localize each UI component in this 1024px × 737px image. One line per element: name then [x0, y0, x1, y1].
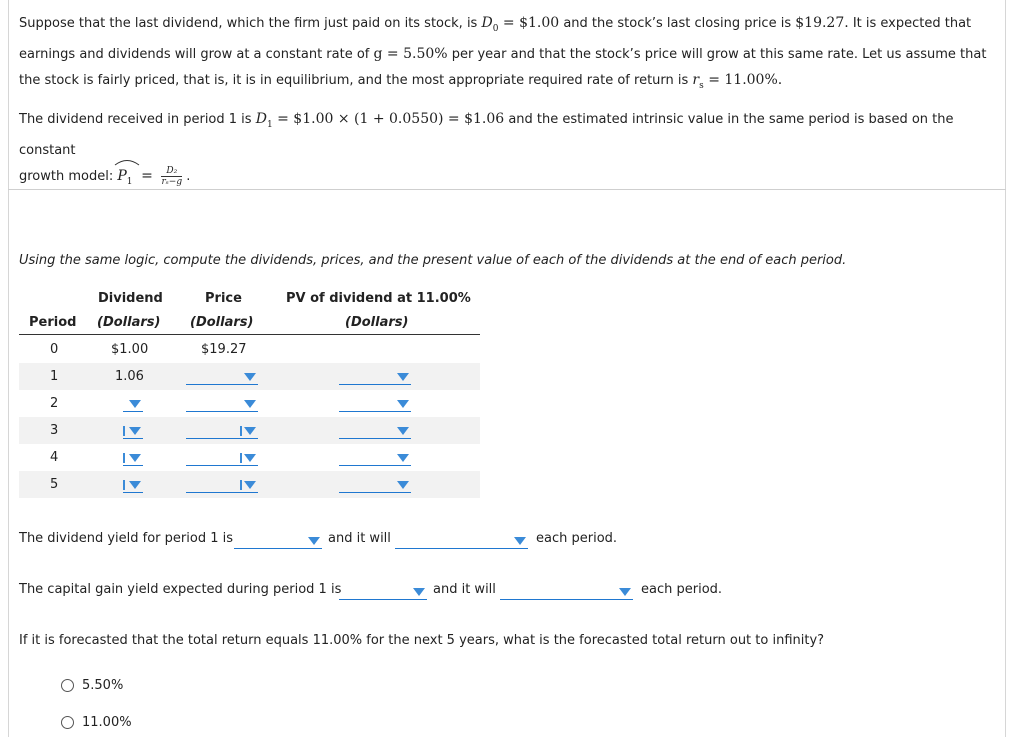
dividend-yield-trend-dropdown[interactable]: [395, 531, 528, 549]
chevron-down-icon: [308, 537, 320, 545]
required-return: $r_s = 11.00\%$.: [692, 71, 783, 91]
chevron-down-icon: [397, 400, 409, 408]
dividend-value: 1.06: [115, 369, 144, 384]
table-row: 2: [19, 390, 480, 417]
pv-dropdown[interactable]: [339, 367, 411, 385]
table-row: 0 $1.00 $19.27: [19, 336, 480, 363]
price-dropdown[interactable]: [186, 367, 258, 385]
table-row: 5: [19, 471, 480, 498]
chevron-down-icon: [619, 588, 631, 596]
chevron-down-icon: [413, 588, 425, 596]
table-row: 3: [19, 417, 480, 444]
instruction-text: Using the same logic, compute the dividends, prices, and the present value of each of the dividends at the end of each period.: [19, 253, 847, 268]
d0-math: $D_0$ = $1.00: [481, 15, 560, 34]
dividend-yield-dropdown[interactable]: [234, 531, 322, 549]
pv-dropdown[interactable]: [339, 448, 411, 466]
header-dividend-unit: (Dollars): [97, 315, 161, 330]
chevron-down-icon: [244, 481, 256, 489]
chevron-down-icon: [397, 427, 409, 435]
chevron-down-icon: [244, 400, 256, 408]
divider: [8, 189, 1006, 190]
growth-rate: g = 5.50%: [373, 46, 448, 63]
chevron-down-icon: [244, 454, 256, 462]
radio-button[interactable]: [61, 716, 74, 729]
capital-gain-question: The capital gain yield expected during period 1 is: [19, 582, 342, 597]
table-row: 1 1.06: [19, 363, 480, 390]
chevron-down-icon: [129, 454, 141, 462]
option-11-00[interactable]: 11.00%: [61, 713, 132, 733]
dividend-yield-question: The dividend yield for period 1 is: [19, 531, 233, 546]
dividend-value: $1.00: [111, 342, 149, 357]
hat-icon: [114, 158, 140, 166]
chevron-down-icon: [397, 481, 409, 489]
header-dividend: Dividend: [98, 291, 163, 306]
price-dropdown[interactable]: [186, 448, 258, 466]
header-period: Period: [29, 315, 77, 330]
chevron-down-icon: [129, 400, 141, 408]
chevron-down-icon: [129, 427, 141, 435]
price-dropdown[interactable]: [186, 394, 258, 412]
capital-gain-dropdown[interactable]: [339, 582, 427, 600]
capital-gain-trend-dropdown[interactable]: [500, 582, 633, 600]
price-dropdown[interactable]: [186, 421, 258, 439]
intro-text: Suppose that the last dividend, which the firm just paid on its stock, is: [19, 16, 478, 31]
chevron-down-icon: [129, 481, 141, 489]
pv-dropdown[interactable]: [339, 421, 411, 439]
chevron-down-icon: [244, 373, 256, 381]
d1-math: $D_1$ = $1.00 × (1 + 0.0550) = $1.06: [255, 111, 505, 130]
dividend-dropdown[interactable]: [123, 421, 143, 439]
dividend-dropdown[interactable]: [123, 394, 143, 412]
pv-dropdown[interactable]: [339, 394, 411, 412]
growth-model-fraction: $\frac{\text{D₂}}{\text{rₛ−g}}$: [161, 165, 183, 187]
table-row: 4: [19, 444, 480, 471]
header-price: Price: [205, 291, 242, 306]
chevron-down-icon: [514, 537, 526, 545]
p1-hat-math: $P_1$: [117, 164, 132, 195]
radio-button[interactable]: [61, 679, 74, 692]
forecast-question: If it is forecasted that the total return equals 11.00% for the next 5 years, what is the forecasted total return out to infinity?: [19, 633, 825, 648]
header-pv: PV of dividend at 11.00%: [286, 291, 471, 306]
dividend-paragraph: The dividend received in period 1 is $D_1$ = $1.00 × (1 + 0.0550) = $1.06 and the estimated intrinsic value in the same period is based on the constant growth model: $P_1$ = $\frac{\text{D₂}}{\text{rₛ−g}}$ .: [19, 107, 994, 195]
dividend-dropdown[interactable]: [123, 448, 143, 466]
option-5-50[interactable]: 5.50%: [61, 676, 123, 696]
pv-dropdown[interactable]: [339, 475, 411, 493]
chevron-down-icon: [397, 373, 409, 381]
price-value: $19.27: [201, 342, 247, 357]
chevron-down-icon: [244, 427, 256, 435]
table-header-rule: [19, 334, 480, 335]
header-price-unit: (Dollars): [190, 315, 254, 330]
intro-paragraph: Suppose that the last dividend, which the firm just paid on its stock, is $D_0$ = $1.00 and the stock’s last closing price is $19.27. It is expected that earnings and dividends will grow at a constant rate of g = 5.50% per year and that the stock’s price will grow at this same rate. Let us assume that the stock is fairly priced, that is, it is in equilibrium, and the most appropriate required rate of return is $r_s = 11.00\%$.: [19, 15, 987, 91]
header-pv-unit: (Dollars): [345, 315, 409, 330]
price-dropdown[interactable]: [186, 475, 258, 493]
chevron-down-icon: [397, 454, 409, 462]
dividend-dropdown[interactable]: [123, 475, 143, 493]
closing-price: $19.27.: [795, 15, 849, 31]
